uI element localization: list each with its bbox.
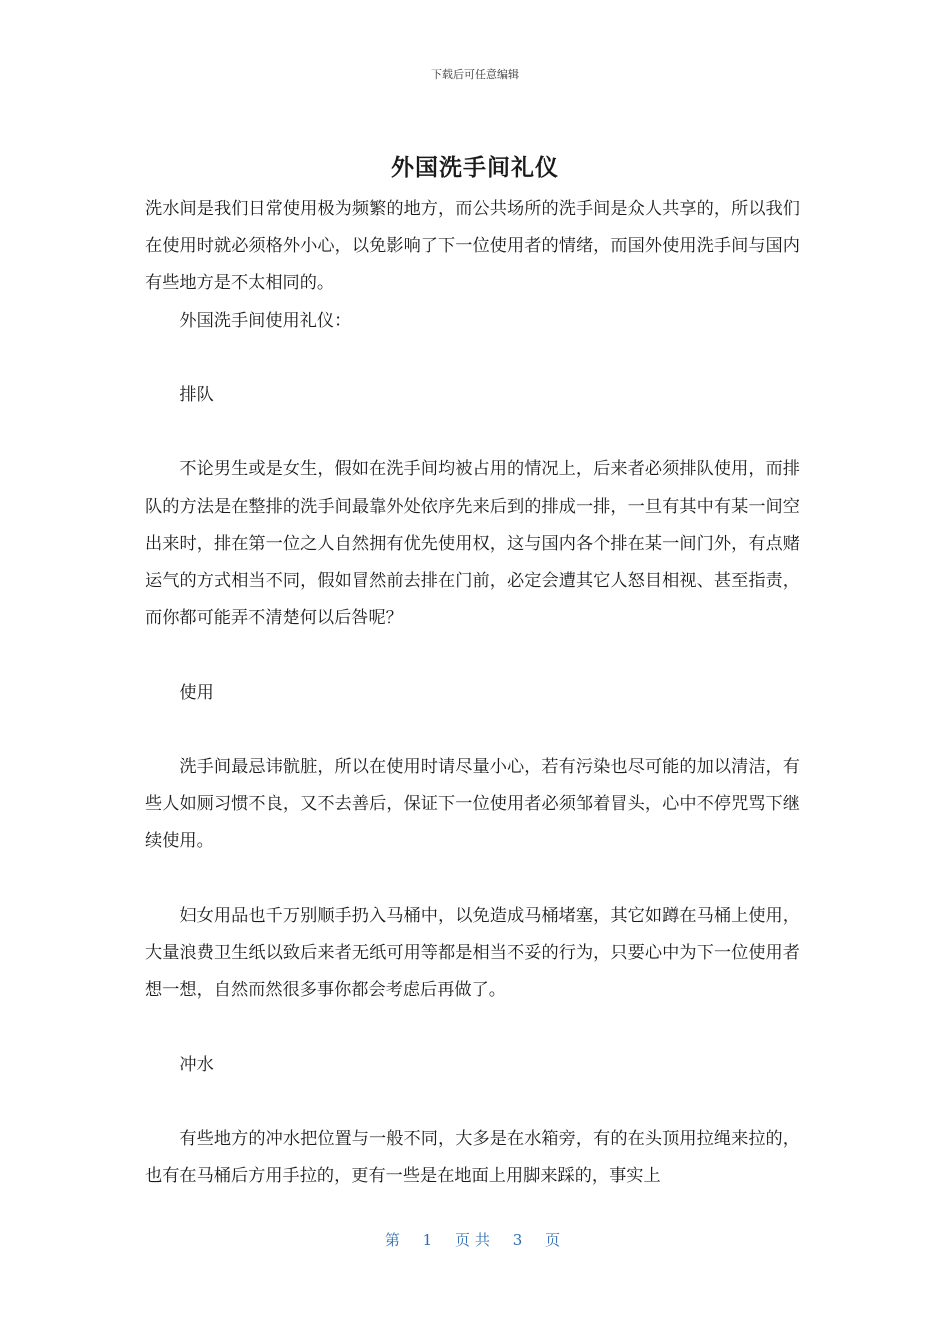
document-body	[145, 191, 800, 1195]
paragraph-queue: 不论男生或是女生，假如在洗手间均被占用的情况上，后来者必须排队使用，而排队的方法是在整排的洗手间最靠外处依序先来后到的排成一排，一旦有其中有某一间空出来时，排在第一位之人自然拥有优先使用权，这与国内各个排在某一间门外，有点赌运气的方式相当不同，假如冒然前去排在门前，必定会遭其它人怒目相视、甚至指责，而你都可能弄不清楚何以后咎呢？	[145, 459, 800, 629]
header-note: 下载后可任意编辑	[431, 68, 519, 81]
footer-total-pages: 3	[512, 1231, 528, 1249]
section-heading-flush: 冲水	[179, 1054, 214, 1075]
section-heading-queue: 排队	[179, 385, 214, 405]
footer-current-page: 1	[422, 1231, 438, 1249]
paragraph-flush: 有些地方的冲水把位置与一般不同，大多是在水箱旁，有的在头顶用拉绳来拉的，也有在马桶后方用手拉的，更有一些是在地面上用脚来踩的，事实上	[145, 1128, 800, 1187]
paragraph-use-1: 洗手间最忌讳骯脏，所以在使用时请尽量小心，若有污染也尽可能的加以清洁，有些人如厕习惯不良，又不去善后，保证下一位使用者必须邹着冒头，心中不停咒骂下继续使用。	[145, 756, 800, 852]
page-title: 外国洗手间礼仪	[391, 155, 559, 181]
section-heading-use: 使用	[179, 682, 214, 703]
page-footer	[0, 1229, 950, 1250]
footer-middle: 页共	[454, 1231, 495, 1249]
footer-suffix: 页	[545, 1231, 566, 1249]
footer-prefix: 第	[384, 1231, 405, 1249]
paragraph-use-2: 妇女用品也千万别顺手扔入马桶中，以免造成马桶堵塞，其它如蹲在马桶上使用，大量浪费卫生纸以致后来者无纸可用等都是相当不妥的行为，只要心中为下一位使用者想一想，自然而然很多事你都会考虑后再做了。	[145, 905, 800, 1001]
paragraph-subtitle: 外国洗手间使用礼仪：	[179, 310, 352, 331]
paragraph-intro: 洗水间是我们日常使用极为频繁的地方，而公共场所的洗手间是众人共享的，所以我们在使用时就必须格外小心，以免影响了下一位使用者的情绪，而国外使用洗手间与国内有些地方是不太相同的。	[145, 199, 800, 294]
